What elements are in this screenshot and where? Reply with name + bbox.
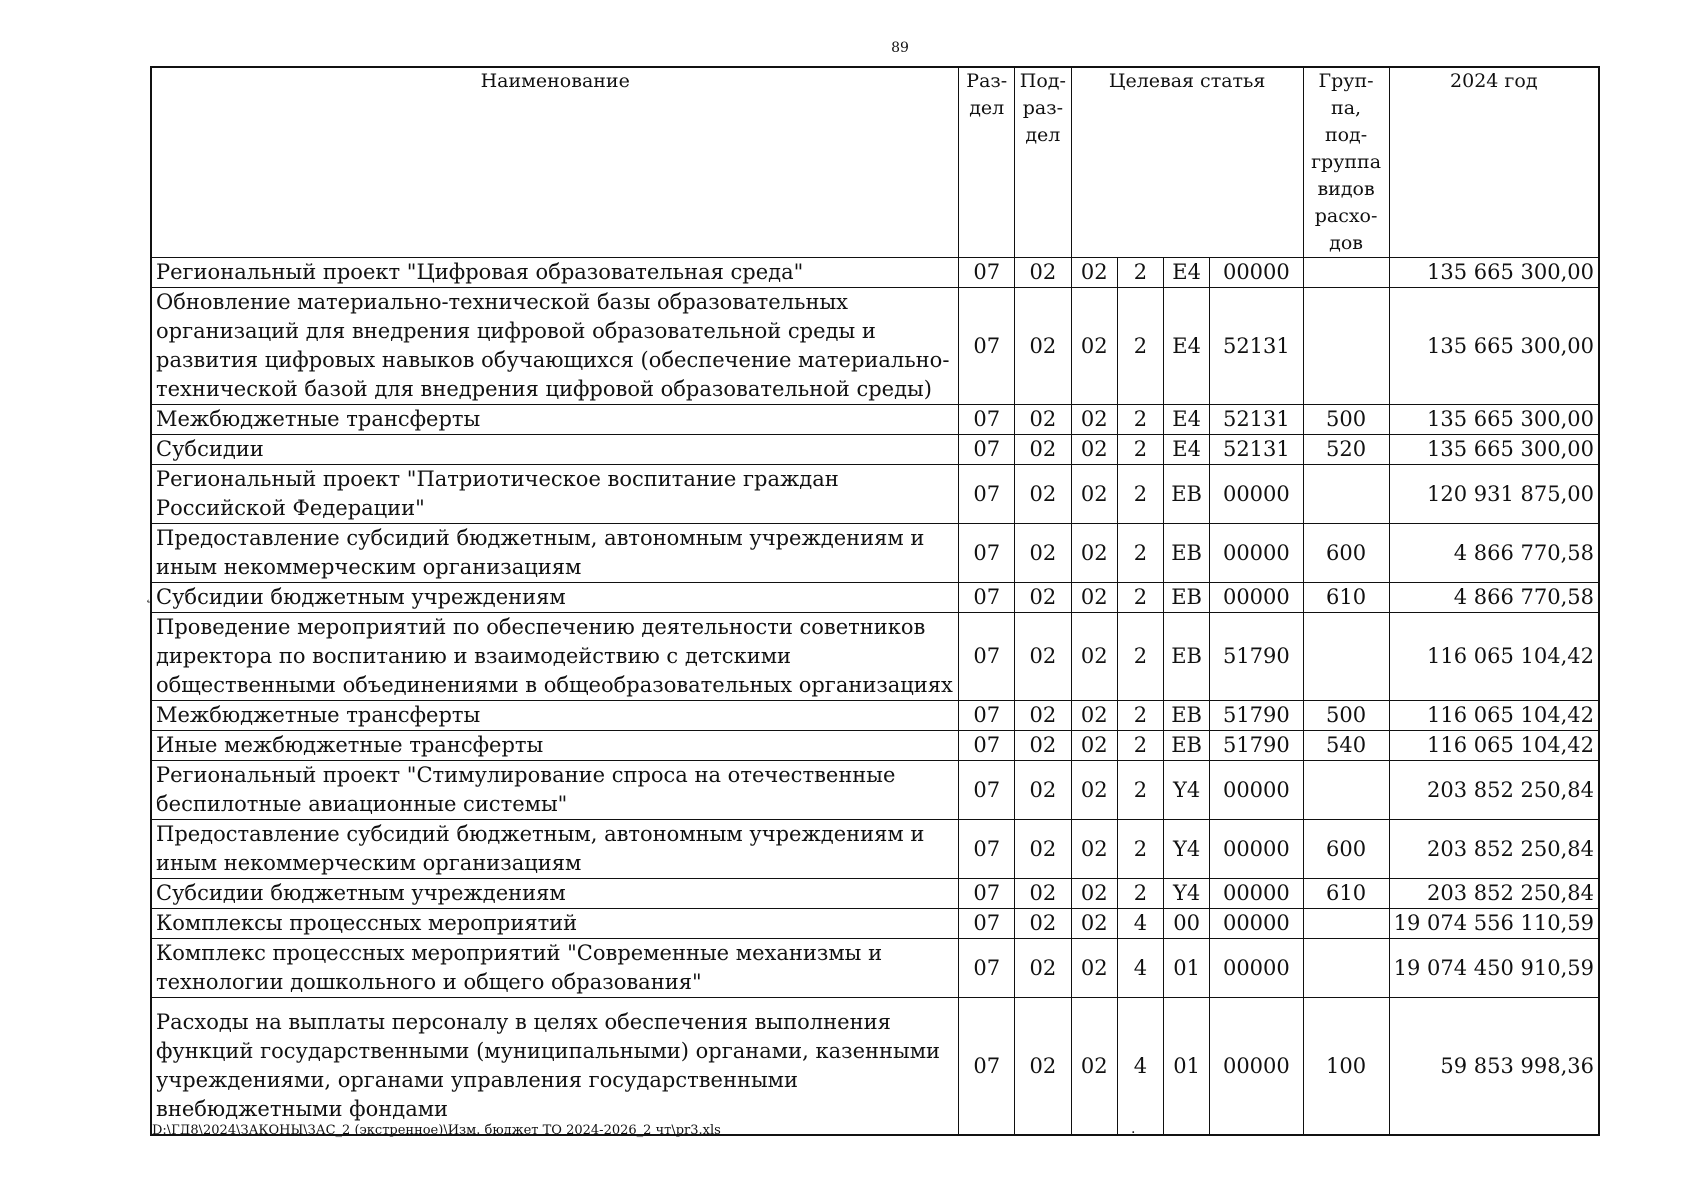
row-podrazdel: 02	[1015, 524, 1072, 583]
row-group	[1303, 939, 1389, 998]
row-t1: 02	[1071, 465, 1117, 524]
row-group: 600	[1303, 820, 1389, 879]
row-amount: 203 852 250,84	[1389, 879, 1599, 909]
row-t1: 02	[1071, 761, 1117, 820]
table-row	[151, 524, 1599, 583]
row-t3: EB	[1164, 731, 1210, 761]
row-name: Субсидии бюджетным учреждениям	[151, 583, 959, 613]
table-row	[151, 583, 1599, 613]
row-t1: 02	[1071, 583, 1117, 613]
row-amount: 203 852 250,84	[1389, 761, 1599, 820]
row-group	[1303, 761, 1389, 820]
row-name: Региональный проект "Стимулирование спроса на отечественные беспилотные авиационные системы"	[151, 761, 959, 820]
row-podrazdel: 02	[1015, 939, 1072, 998]
row-t3: Y4	[1164, 761, 1210, 820]
row-podrazdel: 02	[1015, 258, 1072, 288]
row-t4: 51790	[1210, 731, 1303, 761]
header-name: Наименование	[151, 67, 959, 258]
scan-dot: .	[1131, 1121, 1136, 1137]
table-row	[151, 820, 1599, 879]
row-amount: 135 665 300,00	[1389, 288, 1599, 405]
row-name: Проведение мероприятий по обеспечению деятельности советников директора по воспитанию и взаимодействию с детскими общественными объединениями в общеобразовательных организациях	[151, 613, 959, 701]
header-expense-group: Груп- па, под- группа видов расхо- дов	[1303, 67, 1389, 258]
row-t1: 02	[1071, 909, 1117, 939]
row-t4: 00000	[1210, 583, 1303, 613]
row-podrazdel: 02	[1015, 998, 1072, 1136]
row-t3: Y4	[1164, 879, 1210, 909]
row-t4: 51790	[1210, 701, 1303, 731]
row-t2: 2	[1117, 435, 1163, 465]
table-row	[151, 613, 1599, 701]
row-t3: Y4	[1164, 820, 1210, 879]
table-row	[151, 258, 1599, 288]
row-name: Субсидии бюджетным учреждениям	[151, 879, 959, 909]
row-amount: 4 866 770,58	[1389, 583, 1599, 613]
row-t3: 00	[1164, 909, 1210, 939]
row-t1: 02	[1071, 998, 1117, 1136]
row-t3: EB	[1164, 465, 1210, 524]
row-razdel: 07	[959, 288, 1015, 405]
row-name: Расходы на выплаты персоналу в целях обеспечения выполнения функций государственными (муниципальными) органами, казенными учреждениями, органами управления государственными внебюджетными фондами	[151, 998, 959, 1136]
row-t4: 52131	[1210, 288, 1303, 405]
row-t3: E4	[1164, 435, 1210, 465]
row-name: Предоставление субсидий бюджетным, автономным учреждениям и иным некоммерческим организациям	[151, 820, 959, 879]
row-name: Межбюджетные трансферты	[151, 701, 959, 731]
row-t2: 2	[1117, 405, 1163, 435]
row-razdel: 07	[959, 998, 1015, 1136]
row-t2: 4	[1117, 939, 1163, 998]
row-name: Иные межбюджетные трансферты	[151, 731, 959, 761]
row-podrazdel: 02	[1015, 879, 1072, 909]
row-t4: 00000	[1210, 998, 1303, 1136]
row-podrazdel: 02	[1015, 288, 1072, 405]
header-section: Раз- дел	[959, 67, 1015, 258]
row-razdel: 07	[959, 583, 1015, 613]
row-t1: 02	[1071, 524, 1117, 583]
row-t4: 00000	[1210, 524, 1303, 583]
row-amount: 203 852 250,84	[1389, 820, 1599, 879]
row-razdel: 07	[959, 613, 1015, 701]
row-group	[1303, 258, 1389, 288]
row-amount: 19 074 450 910,59	[1389, 939, 1599, 998]
row-amount: 19 074 556 110,59	[1389, 909, 1599, 939]
row-t3: E4	[1164, 288, 1210, 405]
row-t3: 01	[1164, 939, 1210, 998]
table-row	[151, 288, 1599, 405]
row-name: Комплекс процессных мероприятий "Современные механизмы и технологии дошкольного и общего образования"	[151, 939, 959, 998]
row-razdel: 07	[959, 909, 1015, 939]
row-t2: 2	[1117, 820, 1163, 879]
row-t4: 52131	[1210, 405, 1303, 435]
row-amount: 135 665 300,00	[1389, 258, 1599, 288]
scan-dot: ˛	[145, 588, 152, 604]
row-t3: EB	[1164, 524, 1210, 583]
row-t3: E4	[1164, 258, 1210, 288]
row-t1: 02	[1071, 435, 1117, 465]
row-t4: 00000	[1210, 879, 1303, 909]
header-year: 2024 год	[1389, 67, 1599, 258]
table-header-row	[151, 67, 1599, 258]
row-name: Региональный проект "Патриотическое воспитание граждан Российской Федерации"	[151, 465, 959, 524]
row-t2: 2	[1117, 583, 1163, 613]
row-podrazdel: 02	[1015, 465, 1072, 524]
row-group: 610	[1303, 879, 1389, 909]
row-group: 540	[1303, 731, 1389, 761]
header-subsection: Под- раз- дел	[1015, 67, 1072, 258]
row-t1: 02	[1071, 613, 1117, 701]
row-group: 500	[1303, 701, 1389, 731]
row-amount: 116 065 104,42	[1389, 701, 1599, 731]
row-group: 500	[1303, 405, 1389, 435]
row-t1: 02	[1071, 288, 1117, 405]
row-razdel: 07	[959, 701, 1015, 731]
row-podrazdel: 02	[1015, 909, 1072, 939]
row-group: 100	[1303, 998, 1389, 1136]
row-podrazdel: 02	[1015, 731, 1072, 761]
row-amount: 135 665 300,00	[1389, 435, 1599, 465]
row-group	[1303, 288, 1389, 405]
row-t2: 2	[1117, 465, 1163, 524]
budget-table	[150, 66, 1600, 1136]
row-group: 520	[1303, 435, 1389, 465]
row-name: Обновление материально-технической базы образовательных организаций для внедрения цифровой образовательной среды и развития цифровых навыков обучающихся (обеспечение материально-технической базой для внедрения цифровой образовательной среды)	[151, 288, 959, 405]
row-group	[1303, 465, 1389, 524]
row-amount: 4 866 770,58	[1389, 524, 1599, 583]
row-t3: EB	[1164, 701, 1210, 731]
row-t2: 2	[1117, 288, 1163, 405]
row-razdel: 07	[959, 939, 1015, 998]
row-amount: 116 065 104,42	[1389, 731, 1599, 761]
row-podrazdel: 02	[1015, 820, 1072, 879]
table-row	[151, 879, 1599, 909]
row-t2: 2	[1117, 701, 1163, 731]
row-amount: 120 931 875,00	[1389, 465, 1599, 524]
table-row	[151, 939, 1599, 998]
row-razdel: 07	[959, 258, 1015, 288]
row-t3: E4	[1164, 405, 1210, 435]
row-t4: 00000	[1210, 909, 1303, 939]
footer-file-path: D:\ГД8\2024\ЗАКОНЫ\ЗАС_2 (экстренное)\Изм. бюджет ТО 2024-2026_2 чт\pr3.xls	[152, 1123, 721, 1138]
row-amount: 135 665 300,00	[1389, 405, 1599, 435]
row-amount: 59 853 998,36	[1389, 998, 1599, 1136]
row-t4: 00000	[1210, 258, 1303, 288]
row-name: Комплексы процессных мероприятий	[151, 909, 959, 939]
table-row	[151, 998, 1599, 1136]
row-t3: 01	[1164, 998, 1210, 1136]
row-razdel: 07	[959, 435, 1015, 465]
row-t4: 00000	[1210, 465, 1303, 524]
row-t1: 02	[1071, 731, 1117, 761]
row-name: Предоставление субсидий бюджетным, автономным учреждениям и иным некоммерческим организациям	[151, 524, 959, 583]
table-row	[151, 465, 1599, 524]
row-t1: 02	[1071, 939, 1117, 998]
row-t2: 2	[1117, 731, 1163, 761]
row-t2: 2	[1117, 879, 1163, 909]
row-t1: 02	[1071, 258, 1117, 288]
row-t4: 00000	[1210, 939, 1303, 998]
table-row	[151, 731, 1599, 761]
table-row	[151, 701, 1599, 731]
row-podrazdel: 02	[1015, 583, 1072, 613]
page-number: 89	[891, 40, 909, 56]
table-row	[151, 909, 1599, 939]
row-t2: 4	[1117, 909, 1163, 939]
header-target-article: Целевая статья	[1071, 67, 1303, 258]
row-podrazdel: 02	[1015, 405, 1072, 435]
row-podrazdel: 02	[1015, 613, 1072, 701]
row-podrazdel: 02	[1015, 701, 1072, 731]
row-podrazdel: 02	[1015, 761, 1072, 820]
row-t1: 02	[1071, 879, 1117, 909]
row-t3: EB	[1164, 613, 1210, 701]
row-t2: 2	[1117, 613, 1163, 701]
row-group	[1303, 613, 1389, 701]
row-name: Межбюджетные трансферты	[151, 405, 959, 435]
row-t4: 52131	[1210, 435, 1303, 465]
row-podrazdel: 02	[1015, 435, 1072, 465]
row-t4: 00000	[1210, 820, 1303, 879]
row-razdel: 07	[959, 465, 1015, 524]
row-group: 610	[1303, 583, 1389, 613]
row-razdel: 07	[959, 820, 1015, 879]
row-t4: 51790	[1210, 613, 1303, 701]
row-t3: EB	[1164, 583, 1210, 613]
row-razdel: 07	[959, 731, 1015, 761]
row-t2: 2	[1117, 761, 1163, 820]
row-t1: 02	[1071, 820, 1117, 879]
row-group	[1303, 909, 1389, 939]
table-row	[151, 405, 1599, 435]
table-row	[151, 435, 1599, 465]
row-t2: 2	[1117, 258, 1163, 288]
row-t2: 2	[1117, 524, 1163, 583]
row-razdel: 07	[959, 761, 1015, 820]
row-razdel: 07	[959, 879, 1015, 909]
row-t1: 02	[1071, 405, 1117, 435]
row-name: Субсидии	[151, 435, 959, 465]
row-group: 600	[1303, 524, 1389, 583]
row-amount: 116 065 104,42	[1389, 613, 1599, 701]
table-row	[151, 761, 1599, 820]
row-t4: 00000	[1210, 761, 1303, 820]
row-t2: 4	[1117, 998, 1163, 1136]
row-razdel: 07	[959, 524, 1015, 583]
row-razdel: 07	[959, 405, 1015, 435]
row-t1: 02	[1071, 701, 1117, 731]
row-name: Региональный проект "Цифровая образовательная среда"	[151, 258, 959, 288]
